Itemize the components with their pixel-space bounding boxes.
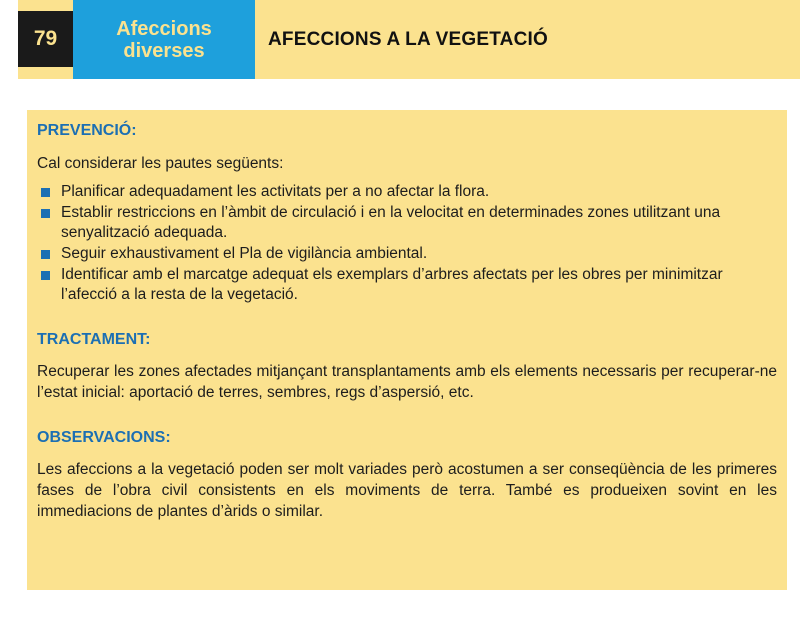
tractament-heading: TRACTAMENT: bbox=[37, 331, 151, 348]
list-item: Identificar amb el marcatge adequat els exemplars d’arbres afectats per les obres per minimitzar l’afecció a la resta de la vegetació. bbox=[37, 265, 777, 305]
page-title: AFECCIONS A LA VEGETACIÓ bbox=[268, 28, 548, 50]
prevencio-intro: Cal considerar les pautes següents: bbox=[37, 155, 284, 172]
bullet-square-icon bbox=[41, 188, 50, 197]
list-item: Planificar adequadament les activitats per a no afectar la flora. bbox=[37, 182, 777, 202]
header-bar bbox=[18, 0, 800, 79]
observacions-text: Les afeccions a la vegetació poden ser molt variades però acostumen a ser conseqüència de les primeres fases de l’obra civil consistents en els moviments de terra. També es produeixen sovint en les immediacions de plantes d’àrids o similar. bbox=[37, 461, 777, 520]
category-line-2: diverses bbox=[123, 39, 205, 62]
category-box bbox=[73, 0, 255, 79]
prevencio-heading: PREVENCIÓ: bbox=[37, 122, 137, 139]
tractament-text: Recuperar les zones afectades mitjançant transplantaments amb els elements necessaris per recuperar-ne l’estat inicial: aportació de terres, sembres, regs d’aspersió, etc. bbox=[37, 363, 777, 401]
content-panel bbox=[27, 110, 787, 590]
page-number-badge: 79 bbox=[18, 11, 73, 67]
list-item: Establir restriccions en l’àmbit de circulació i en la velocitat en determinades zones utilitzant una senyalització adequada. bbox=[37, 203, 777, 243]
observacions-heading: OBSERVACIONS: bbox=[37, 429, 171, 446]
category-line-1: Afeccions bbox=[116, 17, 212, 40]
bullet-square-icon bbox=[41, 250, 50, 259]
bullet-square-icon bbox=[41, 209, 50, 218]
list-item: Seguir exhaustivament el Pla de vigilància ambiental. bbox=[37, 244, 777, 264]
bullet-square-icon bbox=[41, 271, 50, 280]
prevencio-list bbox=[37, 182, 777, 305]
